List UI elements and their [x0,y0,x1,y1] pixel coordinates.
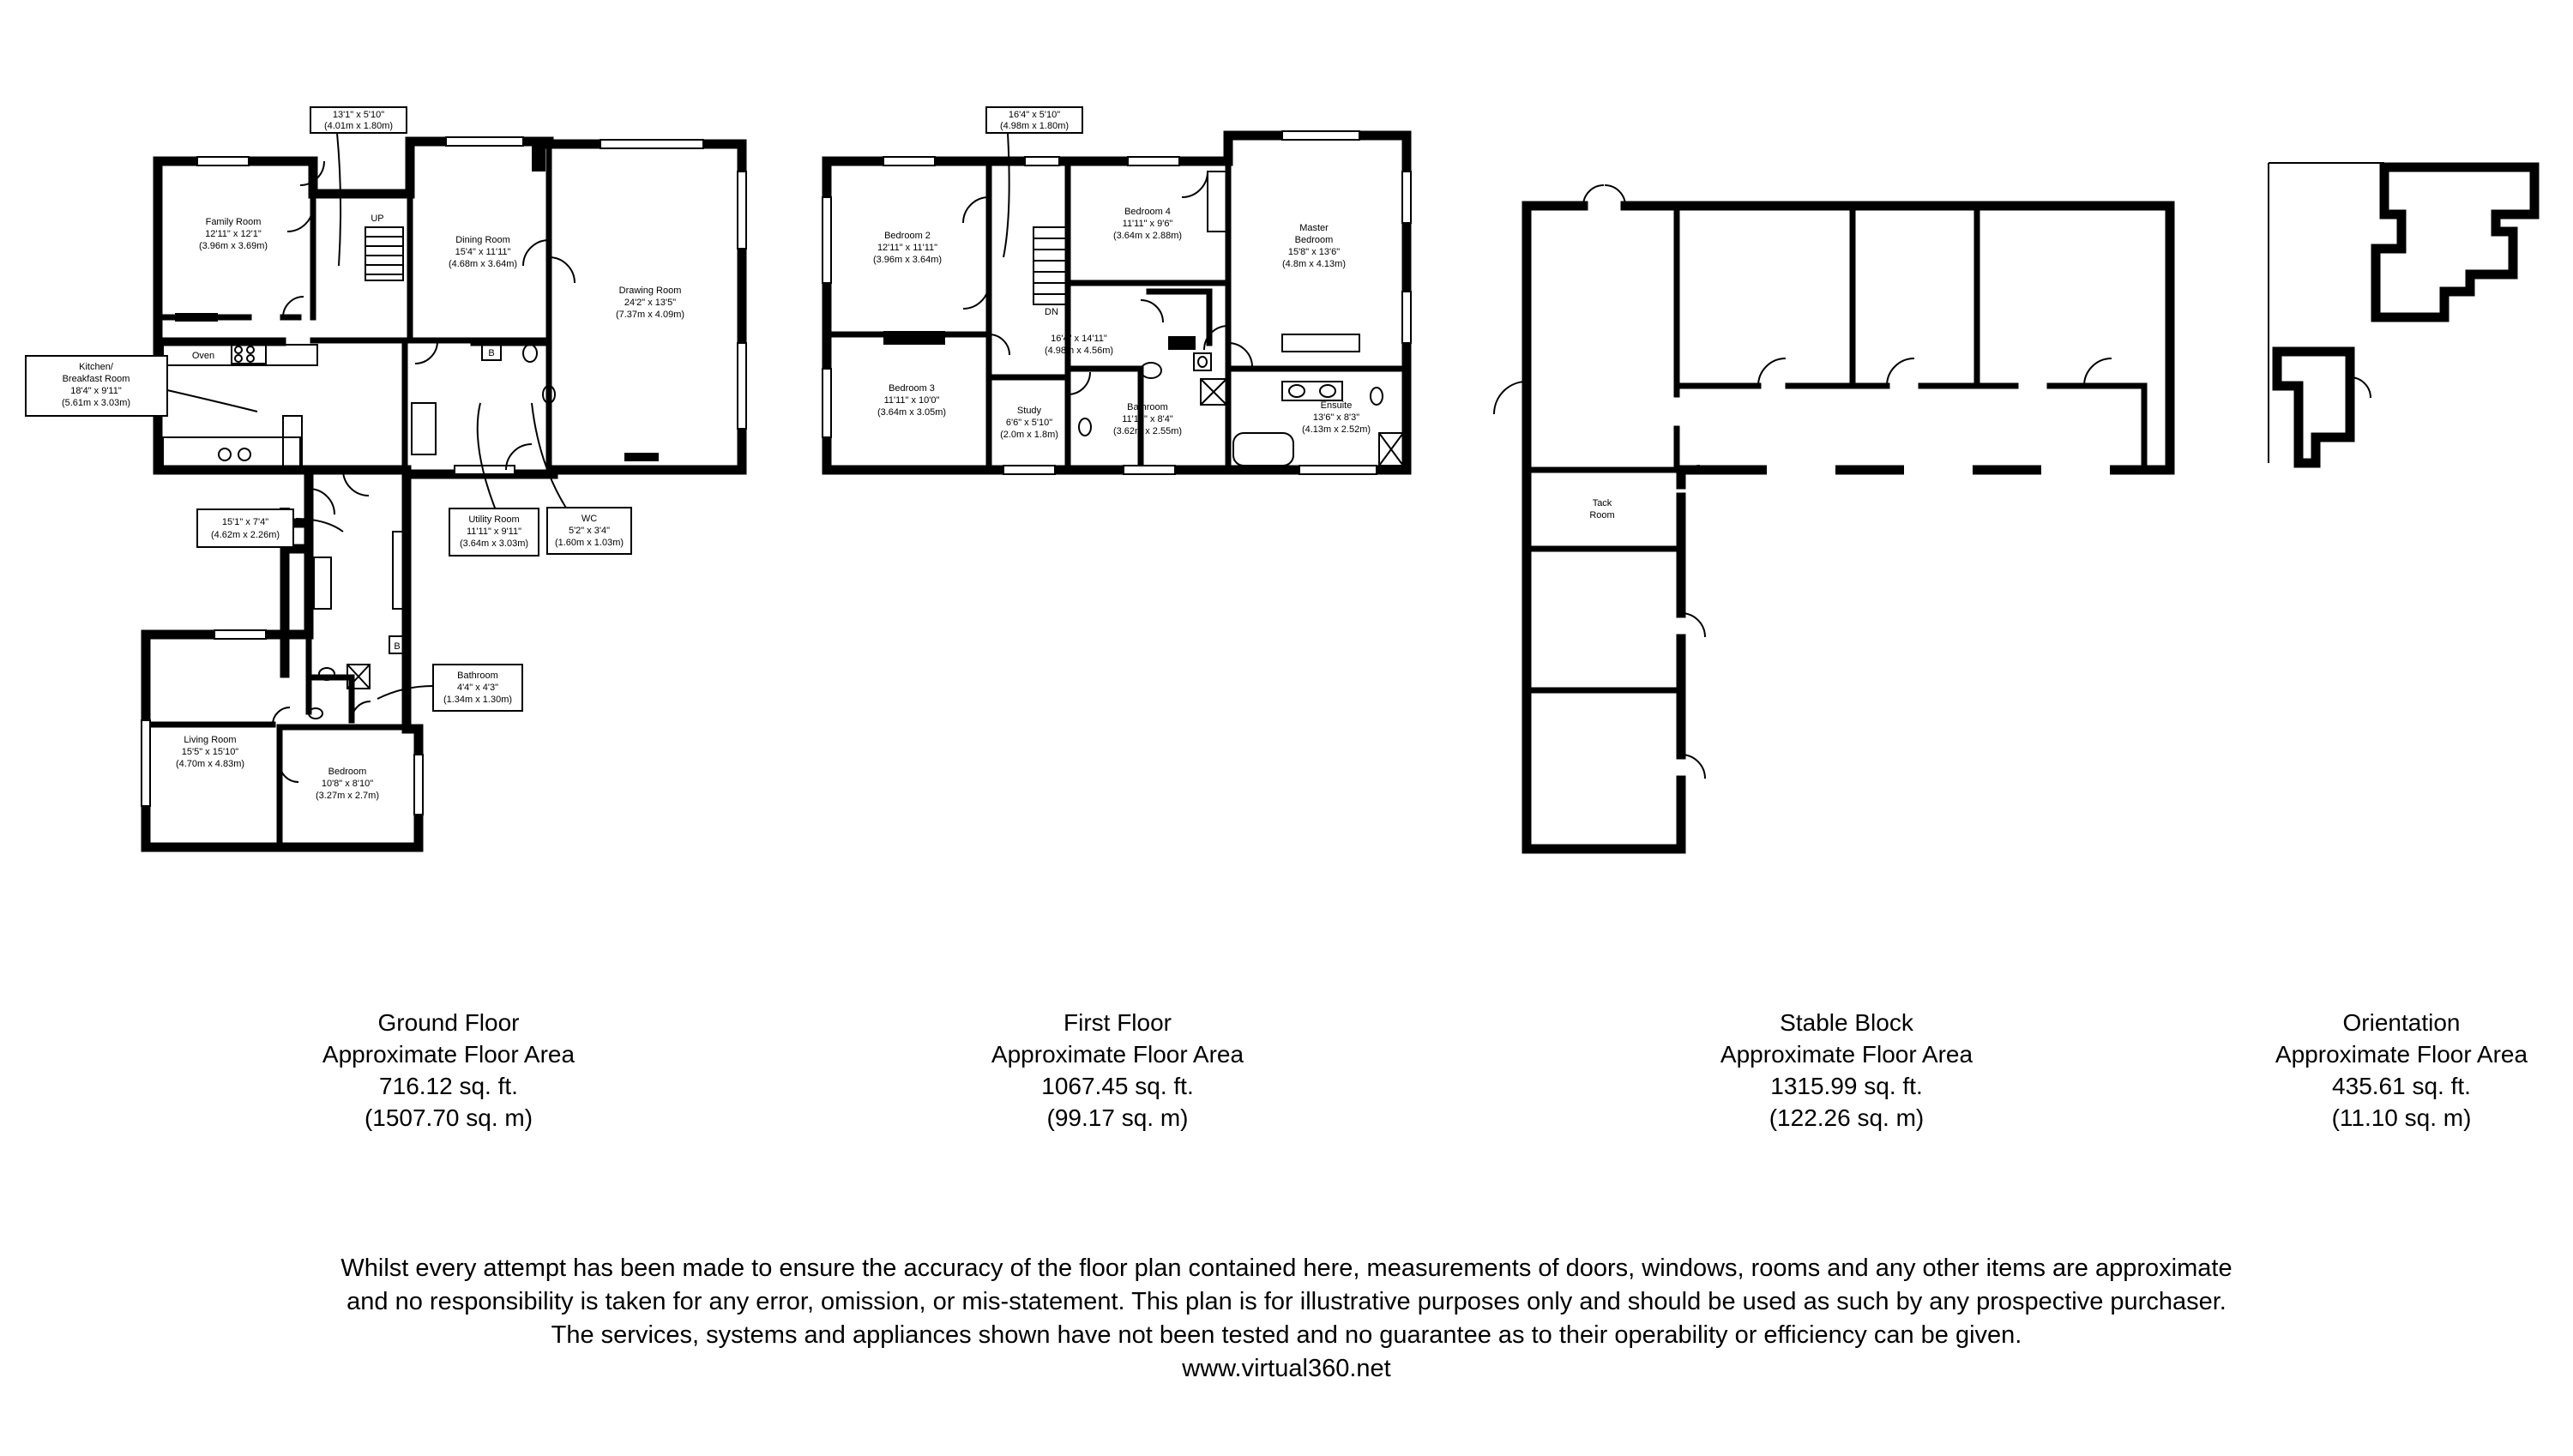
svg-text:13'6" x 8'3": 13'6" x 8'3" [1312,412,1360,423]
svg-text:4'4" x 4'3": 4'4" x 4'3" [456,683,499,693]
svg-text:(7.37m x 4.09m): (7.37m x 4.09m) [615,310,685,320]
summary-area-metric: (11.10 sq. m) [2331,1104,2472,1131]
svg-text:11'11" x 9'6": 11'11" x 9'6" [1122,219,1173,229]
summary-area-imperial: 1315.99 sq. ft. [1770,1073,1923,1099]
bedroom3-label: Bedroom 3 [889,383,935,394]
svg-text:11'11" x 9'11": 11'11" x 9'11" [467,526,521,537]
boiler-marker-lower: B [394,641,401,652]
first-floor-summary [937,1007,1298,1134]
basin-icon [523,345,537,362]
disclaimer-line: Whilst every attempt has been made to ensure the accuracy of the floor plan contained here, measurements of doors, windows, rooms and any other items are approximate [340,1254,2233,1282]
drawing-room-label: Drawing Room [618,286,682,296]
svg-text:Room: Room [1589,510,1615,520]
bath-icon [1233,433,1293,466]
summary-area-imperial: 716.12 sq. ft. [379,1073,518,1099]
ground-floor-summary [268,1007,629,1134]
master-bedroom-label: Master [1299,223,1329,233]
stairs-icon [365,227,403,280]
disclaimer [0,1252,2573,1386]
summary-subtitle: Approximate Floor Area [322,1041,575,1068]
utility-room-label: Utility Room [468,514,520,525]
ground-floor-labels [26,107,684,801]
svg-text:18'4" x 9'11": 18'4" x 9'11" [70,386,122,396]
kitchen-label: Kitchen/ [79,362,113,372]
svg-text:6'6" x 5'10": 6'6" x 5'10" [1005,418,1053,428]
boiler-marker: B [488,348,495,358]
svg-text:11'11" x 10'0": 11'11" x 10'0" [883,395,940,406]
disclaimer-line: and no responsibility is taken for any error, omission, or mis-statement. This plan is for illustrative purposes only and should be used as such by any prospective purchaser. [346,1288,2227,1315]
svg-text:(1.34m x 1.30m): (1.34m x 1.30m) [443,695,513,705]
summary-subtitle: Approximate Floor Area [991,1041,1244,1068]
svg-text:(3.64m x 2.88m): (3.64m x 2.88m) [1112,231,1183,241]
stable-block-summary [1666,1007,2027,1134]
svg-text:(4.98m x 1.80m): (4.98m x 1.80m) [999,121,1070,131]
study-label: Study [1016,406,1042,416]
hall-mid-dims: 15'1" x 7'4" [221,517,269,527]
bedroom2-label: Bedroom 2 [884,231,931,241]
summary-area-metric: (99.17 sq. m) [1046,1104,1189,1131]
svg-text:12'11" x 12'1": 12'11" x 12'1" [205,229,262,239]
stairs-icon [1033,227,1068,304]
svg-text:(4.98m x 4.56m): (4.98m x 4.56m) [1044,346,1114,356]
living-room-label: Living Room [184,735,237,745]
disclaimer-line: The services, systems and appliances shown have not been tested and no guarantee as to their operability or efficiency can be given. [551,1321,2022,1349]
website-link[interactable]: www.virtual360.net [1182,1355,1391,1382]
dining-room-label: Dining Room [455,235,510,245]
kitchen-worktop [163,437,300,468]
family-room-label: Family Room [205,217,262,227]
basin-icon [1289,385,1305,397]
toilet-icon [1079,418,1091,436]
svg-text:(2.0m x 1.8m): (2.0m x 1.8m) [1000,430,1058,440]
svg-text:(3.27m x 2.7m): (3.27m x 2.7m) [316,791,379,801]
svg-text:11'10" x 8'4": 11'10" x 8'4" [1122,414,1173,424]
bedroom-label: Bedroom [328,767,367,777]
svg-text:10'8" x 8'10": 10'8" x 8'10" [321,779,374,789]
svg-text:(3.96m x 3.64m): (3.96m x 3.64m) [872,255,943,265]
svg-text:15'8" x 13'6": 15'8" x 13'6" [1287,247,1341,257]
first-bathroom-label: Bathroom [1127,402,1168,412]
tack-room-label: Tack [1592,498,1612,508]
summary-title: Stable Block [1780,1009,1913,1036]
wc-label: WC [581,514,598,524]
up-marker: UP [371,214,384,224]
summary-area-metric: (122.26 sq. m) [1769,1104,1925,1131]
svg-text:(4.70m x 4.83m): (4.70m x 4.83m) [175,759,245,769]
svg-text:(3.64m x 3.05m): (3.64m x 3.05m) [877,407,947,418]
summary-area-metric: (1507.70 sq. m) [364,1104,533,1131]
summary-title: Ground Floor [377,1009,520,1036]
svg-text:24'2" x 13'5": 24'2" x 13'5" [624,298,677,308]
ensuite-label: Ensuite [1320,400,1353,411]
svg-text:(5.61m x 3.03m): (5.61m x 3.03m) [61,398,131,408]
summary-subtitle: Approximate Floor Area [1720,1041,1973,1068]
oven-label: Oven [191,351,215,361]
landing-top-dims: 16'4" x 5'10" [1008,110,1061,120]
svg-text:(1.60m x 1.03m): (1.60m x 1.03m) [554,538,624,548]
bedroom4-label: Bedroom 4 [1124,207,1171,217]
svg-text:(4.68m x 3.64m): (4.68m x 3.64m) [448,259,518,269]
svg-text:Breakfast Room: Breakfast Room [62,374,130,384]
svg-text:(3.64m x 3.03m): (3.64m x 3.03m) [459,538,529,549]
summary-subtitle: Approximate Floor Area [2275,1041,2528,1068]
svg-text:12'11" x 11'11": 12'11" x 11'11" [877,243,938,253]
basin-icon [1141,363,1161,378]
orientation-plan [2269,163,2534,463]
down-marker: DN [1045,307,1058,317]
windows [823,131,1411,474]
sink-icon [238,448,250,460]
toilet-icon [1371,388,1383,405]
basin-icon [1320,385,1335,397]
svg-text:15'4" x 11'11": 15'4" x 11'11" [455,247,511,257]
summary-title: Orientation [2342,1009,2461,1036]
orientation-summary [2221,1007,2573,1134]
summary-area-imperial: 1067.45 sq. ft. [1041,1073,1194,1099]
svg-text:(4.13m x 2.52m): (4.13m x 2.52m) [1301,424,1371,435]
svg-text:(3.62m x 2.55m): (3.62m x 2.55m) [1112,426,1183,436]
svg-text:5'2" x 3'4": 5'2" x 3'4" [568,526,611,536]
summary-title: First Floor [1064,1009,1172,1036]
svg-text:(4.62m x 2.26m): (4.62m x 2.26m) [210,530,280,540]
svg-text:(4.8m x 4.13m): (4.8m x 4.13m) [1282,259,1346,269]
svg-text:Bedroom: Bedroom [1294,235,1334,245]
stable-block-plan [1494,185,2170,849]
first-floor-plan [823,131,1411,474]
hall-top-metric: (4.01m x 1.80m) [323,121,394,131]
bathroom-label: Bathroom [457,671,498,681]
sink-icon [219,448,231,460]
hall-top-dims: 13'1" x 5'10" [332,110,385,120]
svg-text:15'5" x 15'10": 15'5" x 15'10" [181,747,239,757]
summary-area-imperial: 435.61 sq. ft. [2332,1073,2471,1099]
landing-dims: 16'4" x 14'11" [1051,334,1107,344]
svg-text:(3.96m x 3.69m): (3.96m x 3.69m) [198,241,268,251]
